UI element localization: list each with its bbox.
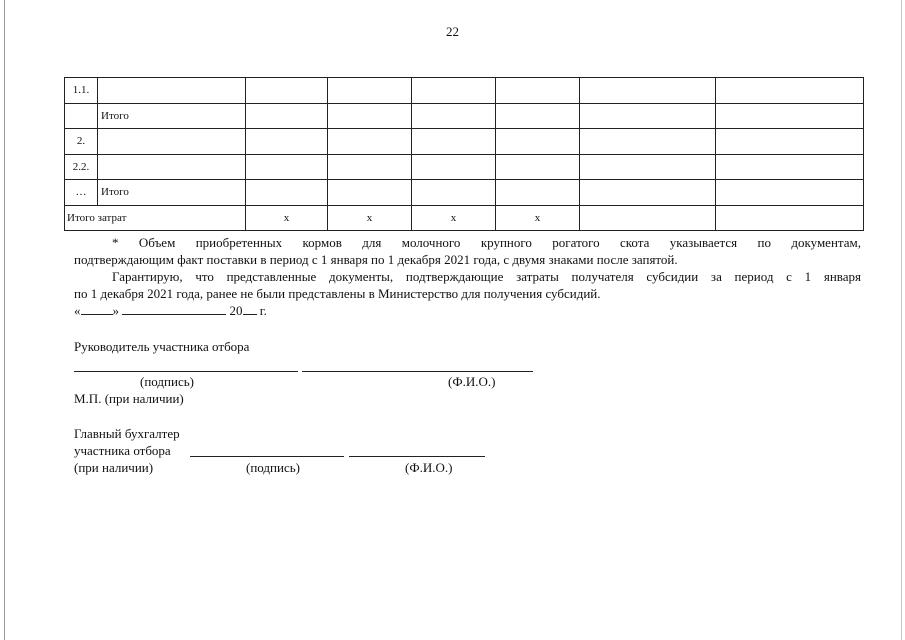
table-cell <box>496 129 580 155</box>
table-cell <box>246 129 328 155</box>
table-cell <box>496 103 580 129</box>
total-cell <box>716 205 864 231</box>
cost-table <box>64 77 864 231</box>
head-signature-label: (подпись) <box>140 374 194 389</box>
guarantee-line-1: Гарантирую, что представленные документы, подтверждающие затраты получателя субсидии за период с 1 января <box>112 269 861 284</box>
total-cell: x <box>496 205 580 231</box>
table-cell <box>580 180 716 206</box>
table-row <box>65 129 864 155</box>
stamp-label: М.П. (при наличии) <box>74 391 184 406</box>
table-cell <box>412 103 496 129</box>
table-row <box>65 154 864 180</box>
row-name <box>98 129 246 155</box>
table-cell <box>580 154 716 180</box>
table-cell <box>328 129 412 155</box>
date-open-quote: « <box>74 303 81 318</box>
accountant-if-any: (при наличии) <box>74 460 154 475</box>
table-cell <box>496 180 580 206</box>
table-cell <box>328 154 412 180</box>
table-cell <box>246 154 328 180</box>
page-edge-right <box>901 0 902 640</box>
total-label: Итого затрат <box>65 205 246 231</box>
row-number: … <box>65 180 98 206</box>
head-name-label: (Ф.И.О.) <box>448 374 496 389</box>
row-number: 2. <box>65 129 98 155</box>
day-blank <box>81 303 113 315</box>
row-number <box>65 103 98 129</box>
footnote-line-1: * Объем приобретенных кормов для молочного крупного рогатого скота указывается по документам, <box>112 235 861 250</box>
table-cell <box>580 103 716 129</box>
accountant-name-label: (Ф.И.О.) <box>405 460 453 475</box>
date-close-quote: » <box>112 303 119 318</box>
year-blank <box>243 303 257 315</box>
row-name: Итого <box>98 180 246 206</box>
footnote-line-2: подтверждающим факт поставки в период с 1 января по 1 декабря 2021 года, с двумя знаками после запятой. <box>74 252 678 267</box>
table-cell <box>412 129 496 155</box>
table-cell <box>412 180 496 206</box>
table-cell <box>412 78 496 104</box>
head-title: Руководитель участника отбора <box>74 339 250 354</box>
month-blank <box>122 303 226 315</box>
table-cell <box>246 103 328 129</box>
year-prefix: 20 <box>229 303 243 318</box>
table-cell <box>328 180 412 206</box>
accountant-signature-label: (подпись) <box>246 460 300 475</box>
year-suffix: г. <box>256 303 267 318</box>
table-cell <box>716 129 864 155</box>
table-cell <box>328 103 412 129</box>
accountant-title-2: участника отбора <box>74 443 171 458</box>
page-edge-left <box>4 0 5 640</box>
table-row <box>65 78 864 104</box>
table-cell <box>716 103 864 129</box>
table-row <box>65 180 864 206</box>
row-number: 2.2. <box>65 154 98 180</box>
total-row <box>65 205 864 231</box>
table-cell <box>328 78 412 104</box>
table-cell <box>716 154 864 180</box>
table-cell <box>246 78 328 104</box>
row-name <box>98 78 246 104</box>
total-cell: x <box>328 205 412 231</box>
accountant-signature-line <box>190 456 344 457</box>
table-cell <box>716 78 864 104</box>
guarantee-line-2: по 1 декабря 2021 года, ранее не были представлены в Министерство для получения субсидий. <box>74 286 601 301</box>
row-name: Итого <box>98 103 246 129</box>
table-cell <box>716 180 864 206</box>
row-number: 1.1. <box>65 78 98 104</box>
table-cell <box>246 180 328 206</box>
accountant-title: Главный бухгалтер <box>74 426 180 441</box>
table-cell <box>580 129 716 155</box>
table-cell <box>496 154 580 180</box>
head-signature-line <box>74 371 298 372</box>
total-cell <box>580 205 716 231</box>
table-cell <box>580 78 716 104</box>
total-cell: x <box>412 205 496 231</box>
row-name <box>98 154 246 180</box>
date-line <box>74 303 861 319</box>
total-cell: x <box>246 205 328 231</box>
page-number: 22 <box>446 24 459 39</box>
table-row <box>65 103 864 129</box>
head-name-line <box>302 371 533 372</box>
table-cell <box>412 154 496 180</box>
table-cell <box>496 78 580 104</box>
accountant-name-line <box>349 456 485 457</box>
